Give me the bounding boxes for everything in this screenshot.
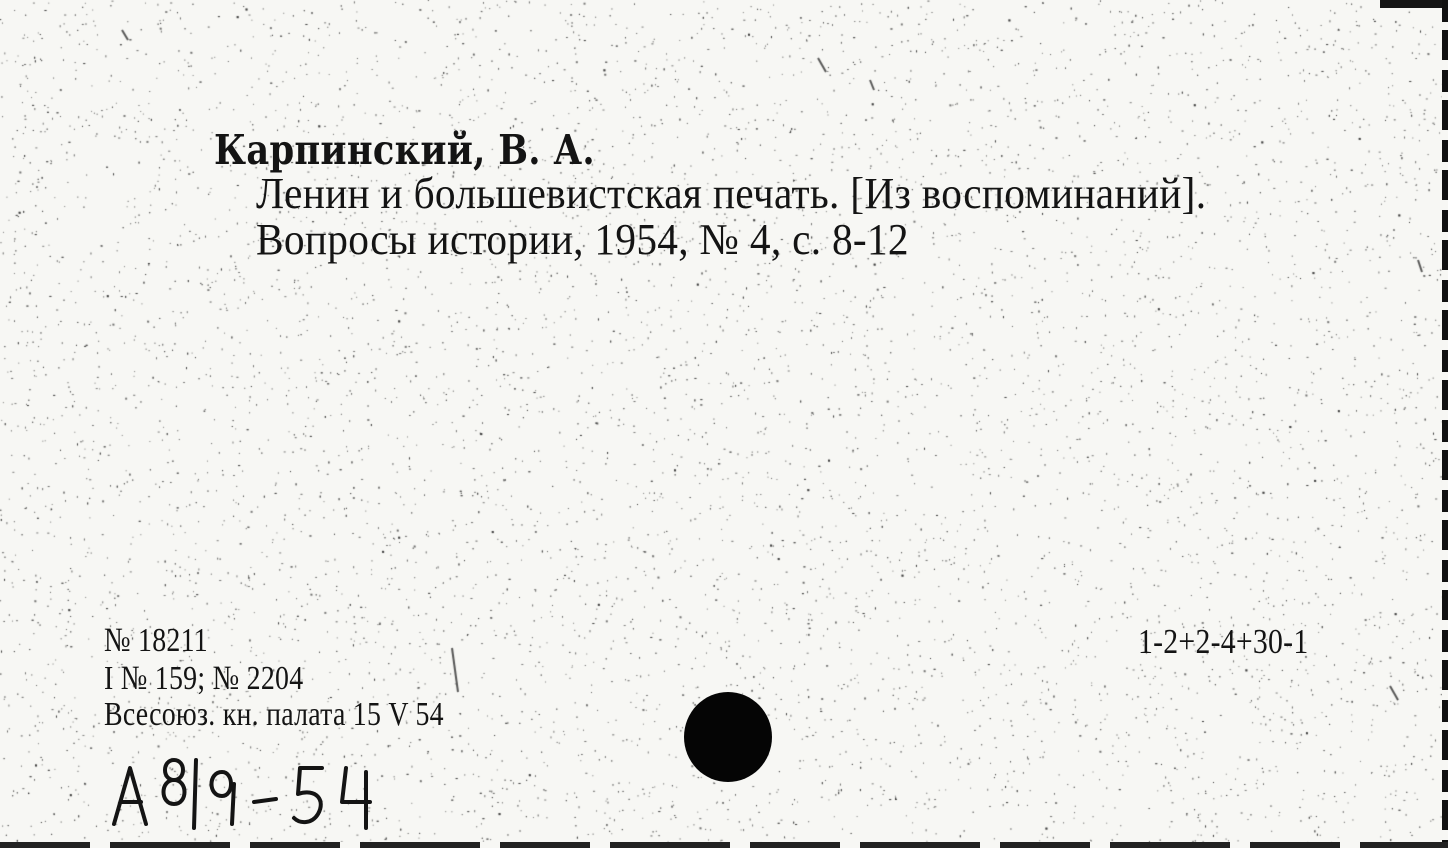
author-heading: Карпинский, В. А. bbox=[214, 126, 595, 174]
card-right-edge bbox=[1442, 0, 1448, 848]
card-edge-mark bbox=[1380, 0, 1442, 8]
article-title: Ленин и большевистская печать. [Из воспоминаний]. bbox=[256, 169, 1207, 218]
handwritten-shelfmark bbox=[104, 754, 384, 834]
handwritten-shelfmark-drawing bbox=[104, 754, 384, 834]
classification-formula: 1-2+2-4+30-1 bbox=[1138, 622, 1309, 661]
registry-stamp-line: Всесоюз. кн. палата 15 V 54 bbox=[104, 696, 444, 733]
registration-number: № 18211 bbox=[104, 622, 208, 659]
card-bottom-edge bbox=[0, 842, 1448, 848]
registration-references: I № 159; № 2204 bbox=[104, 660, 304, 697]
publication-source: Вопросы истории, 1954, № 4, с. 8-12 bbox=[256, 215, 909, 264]
punch-hole bbox=[684, 692, 772, 782]
